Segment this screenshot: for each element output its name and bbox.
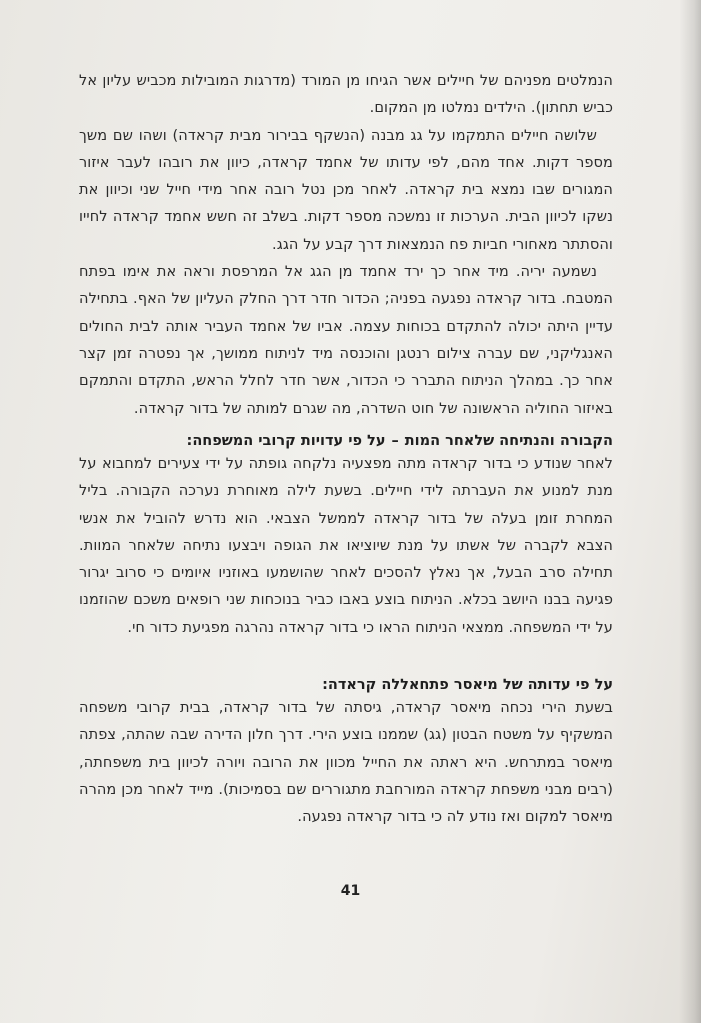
paragraph-soldiers-on-roof: שלושה חיילים התמקמו על גג מבנה (הנשקף בבירור מבית קראדה) ושהו שם משך מספר דקות. אחד מהם, לפי עדותו של אחמד קראדה, כיוון את רובהו לעבר איזור המגורים שבו נמצא בית קראדה. לאחר מכן נטל רובה אחר מידי חייל שני וכיוון את נשקו לכיוון הבית. הערכות זו נמשכה מספר דקות. בשלב זה חשש אחמד קראדה לחייו והסתתר מאחורי חביות פח הנמצאות דרך קבע על הגג. [79, 127, 613, 253]
section-testimony-text [79, 695, 613, 831]
paragraph-burial-autopsy: לאחר שנודע כי בדור קראדה מתה מפצעיה נלקחה גופתה על ידי צעירים למחבוא על מנת למנוע את העברתה לידי חיילים. בשעת לילה מאוחרת נערכה הקבורה. בליל המחרת זומן בעלה של בדור קראדה לממשל הצבאי. הוא נדרש להוביל את אנשי הצבא לקברה של אשתו על מנת שיוציאו את הגופה ויבצעו נתיחה שלאחר המוות. תחילה סרב הבעל, אך נאלץ להסכים לאחר שהושמעו באוזניו איומים כי סרוב יגרור פגיעה בבנו היושב בכלא. הניתוח בוצע באבו כביר בנוכחות שני רופאים משכם שהוזמנו על ידי המשפחה. ממצאי הניתוח הראו כי בדור קראדה נהרגה מפגיעת כדור חי. [79, 456, 613, 636]
page-number: 41 [340, 883, 361, 899]
heading-testimony-title: על פי עדותה של מיאסר פתחאללה קראדה: [322, 677, 613, 693]
heading-burial-subtitle: על פי עדויות קרובי המשפחה: [186, 433, 386, 449]
heading-dash: – [391, 433, 399, 449]
paragraph-fleeing-children: הנמלטים מפניהם של חיילים אשר הגיחו מן המורד (מדרגות המובילות מכביש עליון אל כביש תחתון). הילדים נמלטו מן המקום. [79, 73, 613, 117]
heading-burial-title: הקבורה והנתיחה שלאחר המות [404, 433, 613, 449]
section-burial-text [79, 451, 613, 642]
page-edge-shadow [679, 0, 701, 1023]
paragraph-shot-fired: נשמעה יריה. מיד אחר כך ירד אחמד מן הגג אל המרפסת וראה את אימו בפתח המטבח. בדור קראדה נפגעה בפניה; הכדור חדר דרך החלק העליון של האף. בתחילה עדיין היתה יכולה להתקדם בכוחות עצמה. אביו של אחמד העביר אותה לבית החולים האנגליקני, שם עברה צילום רנטגן והוכנסה מיד לניתוח ממושך, אך נפטרה זמן קצר אחר כך. במהלך הניתוח התברר כי הכדור, אשר חדר לחלל הראש, התקדם והתמקם באיזור החוליה הראשונה של חוט השדרה, מה שגרם למותה של בדור קראדה. [79, 264, 613, 417]
paragraph-testimony-mayaser: בשעת הירי נכחה מיאסר קראדה, גיסתה של בדור קראדה, בבית קרובי משפחה המשקיף על משטח הבטון (גג) שממנו בוצע הירי. דרך חלון הדירה שבה שהתה, צפתה מיאסר במתרחש. היא ראתה את החייל מכוון את הרובה ויורה לכיוון בית משפחתה, (רבים מבני משפחת קראדה המורחבת מתגוררים שם בסמיכות). מייד לאחר מכן מהרה מיאסר למקום ואז נודע לה כי בדור קראדה נפגעה. [79, 700, 613, 826]
section-incident-text [79, 68, 613, 423]
